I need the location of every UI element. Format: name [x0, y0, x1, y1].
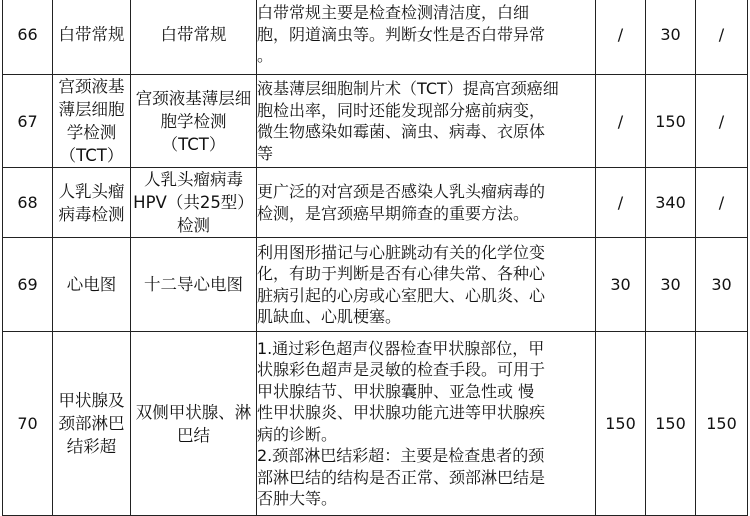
- desc-line: 检测，是宫颈癌早期筛查的重要方法。: [257, 203, 530, 223]
- table-row: [3, 332, 748, 516]
- row-number-cell: 67: [3, 75, 53, 168]
- table-row: [3, 168, 748, 238]
- price-cell-p1: /: [596, 75, 646, 168]
- desc-line: 更广泛的对宫颈是否感染人乳头瘤病毒的: [257, 182, 546, 201]
- price-cell-p1: /: [596, 0, 646, 75]
- desc-line: 状腺彩色超声是灵敏的检查手段。可用于: [257, 360, 546, 379]
- item-line: （TCT）: [161, 134, 226, 154]
- desc-line: 否肿大等。: [257, 489, 338, 508]
- table-row: [3, 75, 748, 168]
- exam-description-cell: [257, 332, 596, 516]
- item-line: 十二导心电图: [144, 275, 243, 294]
- price-cell-p1: 30: [596, 238, 646, 332]
- item-line: 胞学检测: [160, 111, 227, 131]
- price-cell-p3: /: [696, 0, 748, 75]
- name-line: 薄层细胞: [58, 100, 125, 119]
- exam-description-cell: [257, 168, 596, 238]
- item-line: 宫颈液基薄层细: [135, 88, 252, 108]
- price-cell-p2: 30: [646, 238, 696, 332]
- row-number-cell: 66: [3, 0, 53, 75]
- desc-line: 等: [257, 143, 274, 163]
- table-row: [3, 0, 748, 75]
- row-number-cell: 68: [3, 168, 53, 238]
- name-line: 病毒检测: [58, 204, 125, 224]
- price-cell-p3: 30: [696, 238, 748, 332]
- price-cell-p1: /: [596, 168, 646, 238]
- item-line: 白带常规: [160, 25, 227, 44]
- desc-line: 。: [257, 46, 274, 66]
- desc-line: 利用图形描记与心脏跳动有关的化学位变: [257, 242, 546, 262]
- exam-description-cell: [257, 0, 596, 75]
- row-number-cell: 69: [3, 238, 53, 332]
- desc-line: 化，有助于判断是否有心律失常、各种心: [257, 264, 546, 283]
- desc-line: 1.通过彩色超声仪器检查甲状腺部位，甲: [257, 338, 545, 358]
- exam-description-cell: [257, 238, 596, 332]
- price-cell-p2: 30: [646, 0, 696, 75]
- item-line: 双侧甲状腺、淋: [135, 402, 252, 422]
- name-line: 白带常规: [58, 25, 125, 44]
- name-line: 人乳头瘤: [58, 181, 125, 201]
- name-line: 颈部淋巴: [58, 414, 125, 433]
- exam-items-table: [2, 0, 748, 516]
- price-cell-p1: 150: [596, 332, 646, 516]
- desc-line: 肌缺血、心肌梗塞。: [257, 307, 402, 326]
- price-cell-p2: 150: [646, 75, 696, 168]
- desc-line: 胞检出率，同时还能发现部分癌前病变，: [257, 100, 546, 120]
- price-cell-p2: 340: [646, 168, 696, 238]
- exam-item-cell: [131, 332, 257, 516]
- desc-line: 甲状腺结节、甲状腺囊肿、亚急性或 慢: [257, 381, 535, 401]
- desc-line: 部淋巴结的结构是否正常、颈部淋巴结是: [257, 467, 546, 487]
- price-cell-p2: 150: [646, 332, 696, 516]
- name-line: 宫颈液基: [58, 77, 125, 96]
- exam-item-cell: [131, 238, 257, 332]
- desc-line: 白带常规主要是检查检测清洁度，白细: [257, 3, 530, 23]
- name-line: 心电图: [66, 275, 117, 294]
- price-cell-p3: /: [696, 75, 748, 168]
- exam-name-cell: [53, 168, 131, 238]
- exam-description-cell: [257, 75, 596, 168]
- name-line: 学检测: [66, 123, 117, 142]
- item-line: 人乳头瘤病毒: [144, 170, 243, 189]
- desc-line: 性甲状腺炎、甲状腺功能亢进等甲状腺疾: [257, 403, 546, 422]
- name-line: 甲状腺及: [58, 391, 125, 410]
- desc-line: 病的诊断。: [257, 424, 338, 444]
- exam-name-cell: [53, 332, 131, 516]
- desc-line: 脏病引起的心房或心室肥大、心肌炎、心: [257, 285, 546, 305]
- exam-name-cell: [53, 75, 131, 168]
- item-line: HPV（共25型）: [133, 193, 254, 212]
- name-line: 结彩超: [66, 437, 117, 456]
- exam-name-cell: [53, 0, 131, 75]
- item-line: 巴结: [177, 425, 210, 445]
- exam-item-cell: [131, 0, 257, 75]
- exam-name-cell: [53, 238, 131, 332]
- desc-line: 微生物感染如霉菌、滴虫、病毒、衣原体: [257, 122, 546, 141]
- name-line: （TCT）: [59, 146, 124, 165]
- price-cell-p3: 150: [696, 332, 748, 516]
- price-cell-p3: /: [696, 168, 748, 238]
- exam-item-cell: [131, 75, 257, 168]
- row-number-cell: 70: [3, 332, 53, 516]
- desc-line: 胞，阴道滴虫等。判断女性是否白带异常: [257, 24, 546, 44]
- item-line: 检测: [177, 216, 210, 235]
- desc-line: 2.颈部淋巴结彩超：主要是检查患者的颈: [257, 446, 545, 465]
- exam-item-cell: [131, 168, 257, 238]
- table-row: [3, 238, 748, 332]
- desc-line: 液基薄层细胞制片术（TCT）提高宫颈癌细: [257, 79, 559, 98]
